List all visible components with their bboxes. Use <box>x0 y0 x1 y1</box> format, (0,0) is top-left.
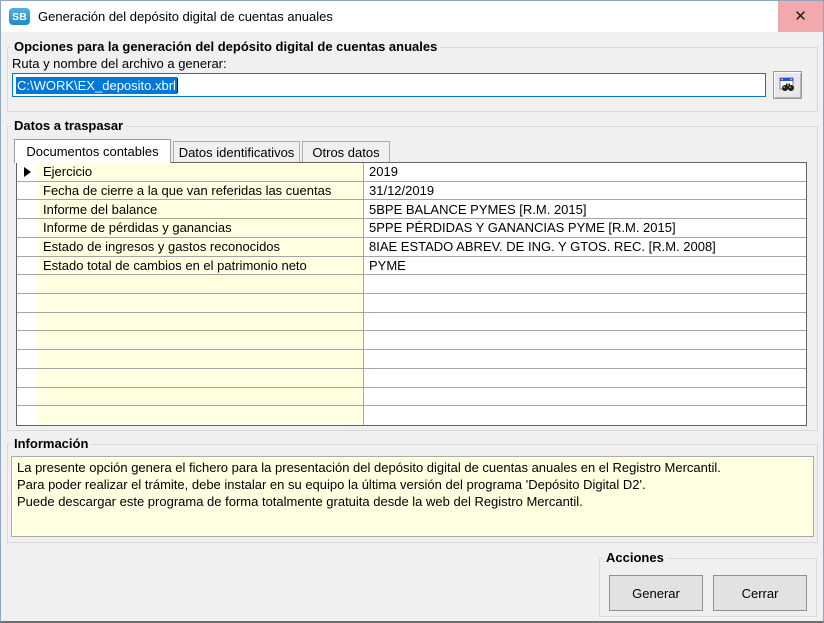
file-path-input[interactable] <box>12 73 766 97</box>
info-groupbox <box>7 436 818 543</box>
file-path-selected-text: C:\WORK\EX_deposito.xbrl <box>17 77 176 93</box>
window-title: Generación del depósito digital de cuentas anuales <box>38 9 333 24</box>
row-label: Estado de ingresos y gastos reconocidos <box>38 238 364 256</box>
documents-table <box>16 162 807 426</box>
tab-datos-identificativos[interactable]: Datos identificativos <box>173 141 300 163</box>
table-row[interactable] <box>17 200 806 219</box>
row-arrow-icon <box>24 167 31 177</box>
actions-group-title: Acciones <box>603 550 667 565</box>
table-row-empty[interactable] <box>17 369 806 388</box>
table-row-empty[interactable] <box>17 331 806 350</box>
browse-file-button[interactable] <box>773 71 802 99</box>
table-row[interactable] <box>17 219 806 238</box>
actions-groupbox <box>599 550 817 617</box>
row-value[interactable]: 31/12/2019 <box>364 182 806 200</box>
binoculars-browse-icon <box>779 77 796 93</box>
close-dialog-button[interactable]: Cerrar <box>713 575 807 611</box>
table-row-empty[interactable] <box>17 406 806 425</box>
info-text-box <box>11 456 814 537</box>
path-label: Ruta y nombre del archivo a generar: <box>12 56 227 71</box>
table-row[interactable] <box>17 163 806 182</box>
text-caret <box>177 78 178 93</box>
row-value[interactable]: 5BPE BALANCE PYMES [R.M. 2015] <box>364 200 806 218</box>
table-row-empty[interactable] <box>17 275 806 294</box>
row-value[interactable]: 8IAE ESTADO ABREV. DE ING. Y GTOS. REC. [R.M. 2008] <box>364 238 806 256</box>
row-value[interactable]: PYME <box>364 257 806 275</box>
transfer-groupbox <box>7 118 818 431</box>
table-row-empty[interactable] <box>17 350 806 369</box>
table-row[interactable] <box>17 182 806 201</box>
close-icon: ✕ <box>794 8 807 25</box>
row-label: Informe de pérdidas y ganancias <box>38 219 364 237</box>
title-bar <box>1 1 823 32</box>
app-logo-icon: SB <box>9 8 30 25</box>
generate-button[interactable]: Generar <box>609 575 703 611</box>
table-row[interactable] <box>17 238 806 257</box>
table-row-empty[interactable] <box>17 388 806 407</box>
row-value[interactable]: 2019 <box>364 163 806 181</box>
transfer-group-title: Datos a traspasar <box>11 118 126 133</box>
row-label: Estado total de cambios en el patrimonio neto <box>38 257 364 275</box>
table-row-empty[interactable] <box>17 294 806 313</box>
current-row-indicator <box>17 163 38 181</box>
info-line: Para poder realizar el trámite, debe instalar en su equipo la última versión del programa 'Depósito Digital D2'. <box>17 477 646 492</box>
info-line: Puede descargar este programa de forma totalmente gratuita desde la web del Registro Mercantil. <box>17 494 583 509</box>
table-row-empty[interactable] <box>17 313 806 332</box>
close-button[interactable] <box>778 1 823 32</box>
tab-documentos-contables[interactable]: Documentos contables <box>14 139 171 163</box>
info-line: La presente opción genera el fichero para la presentación del depósito digital de cuentas anuales en el Registro Mercantil. <box>17 460 721 475</box>
info-group-title: Información <box>11 436 91 451</box>
options-groupbox <box>7 39 818 112</box>
options-group-title: Opciones para la generación del depósito digital de cuentas anuales <box>11 39 440 54</box>
row-label: Ejercicio <box>38 163 364 181</box>
table-row[interactable] <box>17 257 806 276</box>
tab-otros-datos[interactable]: Otros datos <box>302 141 390 163</box>
row-label: Fecha de cierre a la que van referidas las cuentas <box>38 182 364 200</box>
row-label: Informe del balance <box>38 200 364 218</box>
row-value[interactable]: 5PPE PÉRDIDAS Y GANANCIAS PYME [R.M. 2015] <box>364 219 806 237</box>
